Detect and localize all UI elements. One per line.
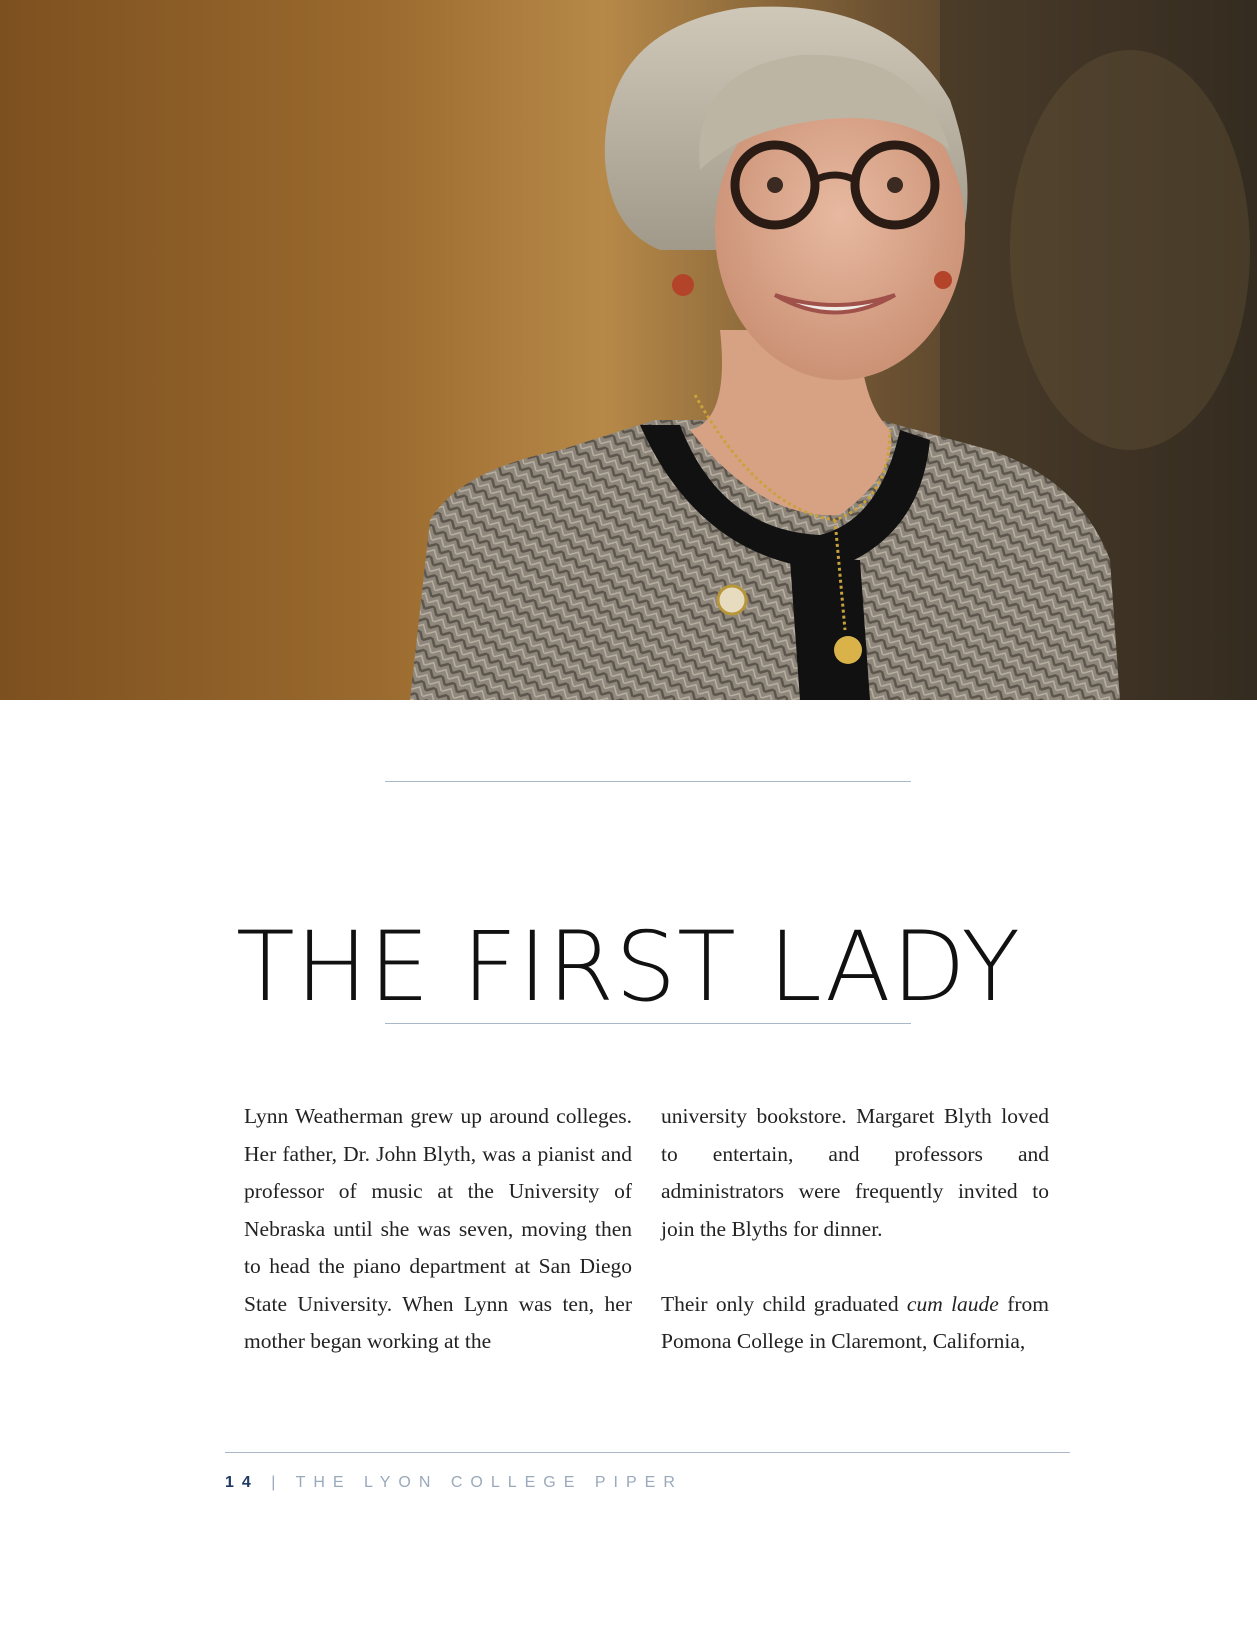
text-column-left (244, 1098, 632, 1361)
italic-phrase: cum laude (906, 1291, 999, 1316)
page-number: 14 (225, 1474, 259, 1491)
footer-separator: | (271, 1474, 284, 1491)
paragraph (661, 1286, 1049, 1361)
paragraph-text: Their only child graduated (661, 1291, 907, 1316)
page-footer (225, 1474, 683, 1492)
footer-rule (225, 1452, 1070, 1453)
paragraph: university bookstore. Margaret Blyth loved to entertain, and professors and administrators were frequently invited to join the Blyths for dinner. (661, 1104, 1049, 1241)
paragraph: Lynn Weatherman grew up around colleges. Her father, Dr. John Blyth, was a pianist and professor of music at the University of Nebraska until she was seven, moving then to head the piano department at San Diego State University. When Lynn was ten, her mother began working at the (244, 1104, 632, 1353)
title-rule-bottom (385, 1023, 911, 1024)
text-column-right (661, 1098, 1049, 1361)
publication-name: THE LYON COLLEGE PIPER (295, 1474, 683, 1491)
article-title: THE FIRST LADY (236, 911, 1021, 1024)
paragraph-text: from Pomona College in Claremont, California, (661, 1291, 1049, 1353)
portrait-photo (0, 0, 1257, 700)
title-rule-top (385, 781, 911, 782)
